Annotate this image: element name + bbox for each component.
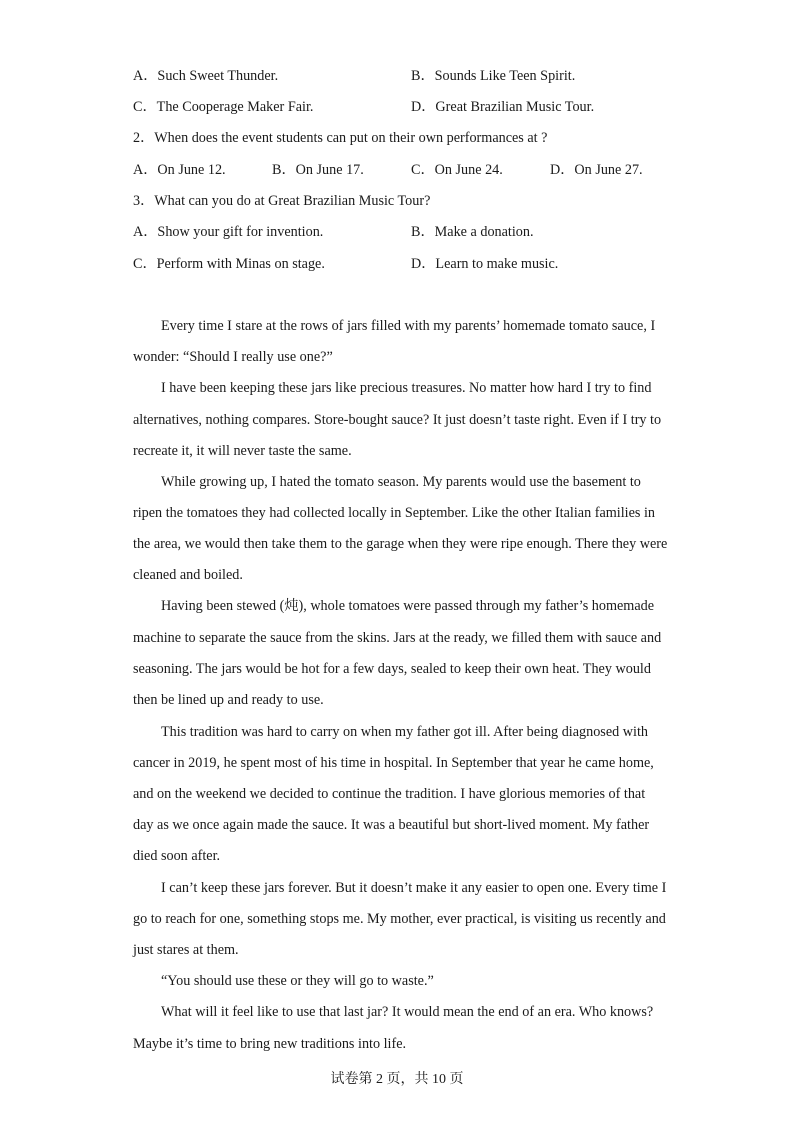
passage-line: the area, we would then take them to the garage when they were ripe enough. There they were [133,536,668,552]
passage-line: then be lined up and ready to use. [133,692,324,708]
passage-line: While growing up, I hated the tomato season. My parents would use the basement to [161,474,641,490]
passage-line: just stares at them. [133,942,239,958]
passage-line: wonder: “Should I really use one?” [133,349,333,365]
passage-line: What will it feel like to use that last jar? It would mean the end of an era. Who knows? [161,1004,654,1020]
q2-option-a: A．On June 12. [133,162,226,178]
q3-option-b: B．Make a donation. [411,224,534,240]
passage-line: “You should use these or they will go to waste.” [161,973,434,989]
passage-line: cancer in 2019, he spent most of his time in hospital. In September that year he came home, [133,755,654,771]
passage-line: Maybe it’s time to bring new traditions into life. [133,1036,407,1052]
q3-option-d: D．Learn to make music. [411,256,559,272]
passage-line: died soon after. [133,848,221,864]
passage-line: day as we once again made the sauce. It was a beautiful but short-lived moment. My father [133,817,650,833]
q2-stem: 2．When does the event students can put on their own performances at ? [133,130,548,146]
q2-option-c: C．On June 24. [411,162,503,178]
passage-line: ripen the tomatoes they had collected locally in September. Like the other Italian families in [133,505,656,521]
passage-line: seasoning. The jars would be hot for a few days, sealed to keep their own heat. They would [133,661,651,677]
passage-line: machine to separate the sauce from the skins. Jars at the ready, we filled them with sauce and [133,630,662,646]
passage-line: alternatives, nothing compares. Store-bought sauce? It just doesn’t taste right. Even if I try to [133,412,662,428]
q2-option-d: D．On June 27. [550,162,643,178]
passage-line: go to reach for one, something stops me. My mother, ever practical, is visiting us recently and [133,911,666,927]
q1-option-b: B．Sounds Like Teen Spirit. [411,68,576,84]
q2-option-b: B．On June 17. [272,162,364,178]
q1-option-a: A．Such Sweet Thunder. [133,68,279,84]
passage-line: recreate it, it will never taste the same. [133,443,352,459]
passage-line: and on the weekend we decided to continue the tradition. I have glorious memories of that [133,786,646,802]
passage-line: Every time I stare at the rows of jars filled with my parents’ homemade tomato sauce, I [161,318,656,334]
page-footer: 试卷第 2 页，共 10 页 [330,1072,464,1087]
q1-option-d: D．Great Brazilian Music Tour. [411,99,595,115]
q3-stem: 3．What can you do at Great Brazilian Music Tour? [133,193,431,209]
q1-option-c: C．The Cooperage Maker Fair. [133,99,314,115]
passage-line: I can’t keep these jars forever. But it doesn’t make it any easier to open one. Every time I [161,880,667,896]
q3-option-a: A．Show your gift for invention. [133,224,324,240]
q3-option-c: C．Perform with Minas on stage. [133,256,325,272]
passage-line: Having been stewed (炖), whole tomatoes were passed through my father’s homemade [161,598,655,614]
passage-line: I have been keeping these jars like precious treasures. No matter how hard I try to find [161,380,652,396]
passage-line: This tradition was hard to carry on when my father got ill. After being diagnosed with [161,724,648,740]
passage-line: cleaned and boiled. [133,567,243,583]
